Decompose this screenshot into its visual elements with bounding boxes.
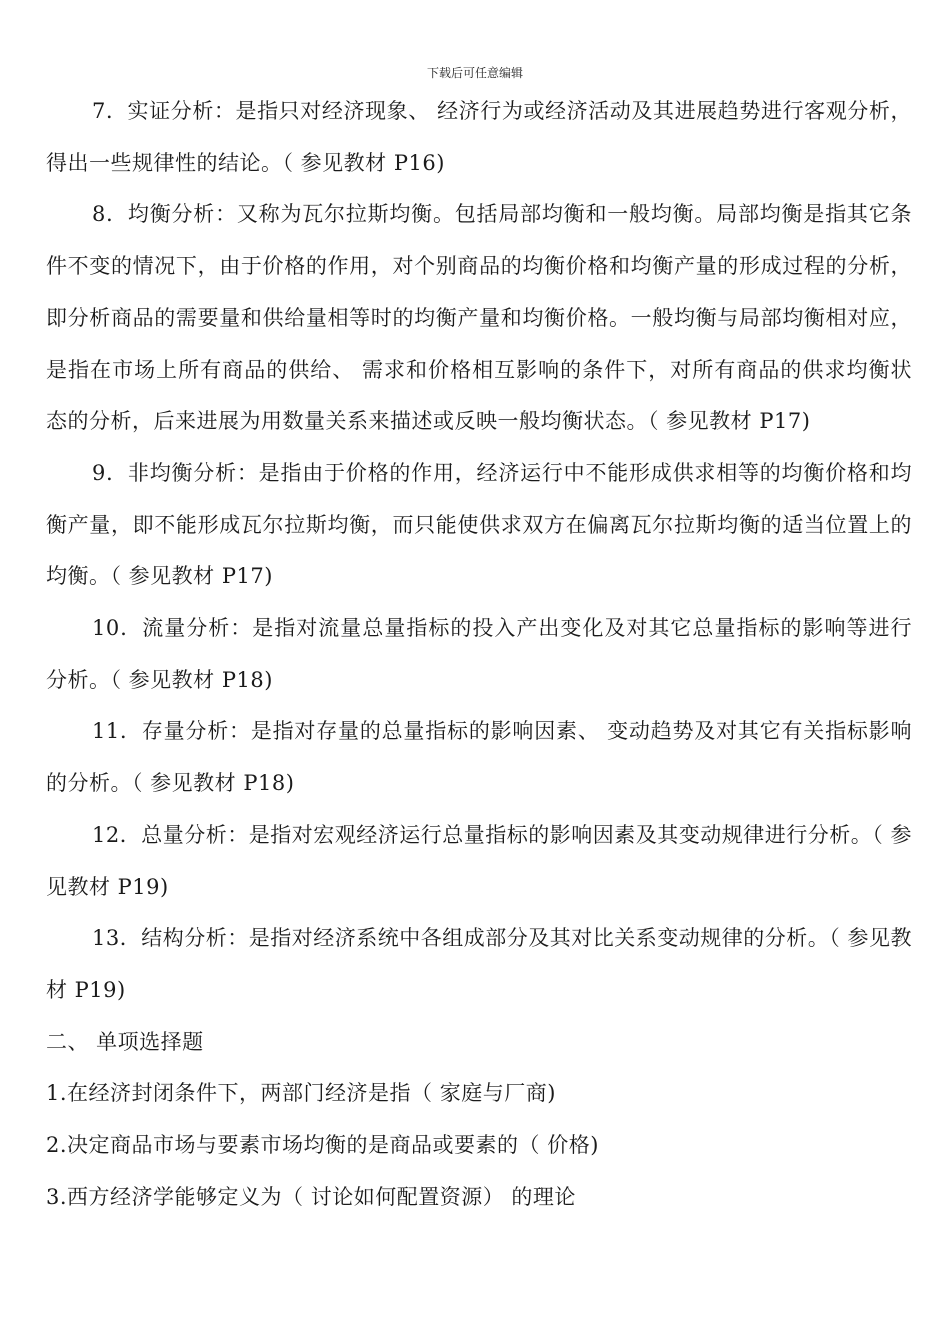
definition-9: 9．非均衡分析：是指由于价格的作用，经济运行中不能形成供求相等的均衡价格和均衡产量，即不能形成瓦尔拉斯均衡，而只能使供求双方在偏离瓦尔拉斯均衡的适当位置上的均衡。（ 参见教材 P17) [46,460,912,589]
section-heading: 二、 单项选择题 [46,1029,204,1054]
definition-12: 12．总量分析：是指对宏观经济运行总量指标的影响因素及其变动规律进行分析。（ 参见教材 P19) [46,822,912,899]
document-body [46,86,912,1223]
definition-7: 7．实证分析：是指只对经济现象、 经济行为或经济活动及其进展趋势进行客观分析，得出一些规律性的结论。（ 参见教材 P16) [46,99,912,175]
question-2: 2.决定商品市场与要素市场均衡的是商品或要素的（ 价格) [46,1133,599,1158]
definition-11: 11．存量分析：是指对存量的总量指标的影响因素、 变动趋势及对其它有关指标影响的分析。（ 参见教材 P18) [46,719,912,796]
definition-13: 13．结构分析：是指对经济系统中各组成部分及其对比关系变动规律的分析。（ 参见教材 P19) [46,926,912,1002]
question-3: 3.西方经济学能够定义为（ 讨论如何配置资源） 的理论 [46,1184,576,1209]
definition-8: 8．均衡分析：又称为瓦尔拉斯均衡。包括局部均衡和一般均衡。局部均衡是指其它条件不变的情况下，由于价格的作用，对个别商品的均衡价格和均衡产量的形成过程的分析，即分析商品的需要量和供给量相等时的均衡产量和均衡价格。一般均衡与局部均衡相对应，是指在市场上所有商品的供给、 需求和价格相互影响的条件下，对所有商品的供求均衡状态的分析，后来进展为用数量关系来描述或反映一般均衡状态。（ 参见教材 P17) [46,202,912,434]
header-note: 下载后可任意编辑 [426,66,523,80]
definition-10: 10．流量分析：是指对流量总量指标的投入产出变化及对其它总量指标的影响等进行分析。（ 参见教材 P18) [46,616,912,692]
question-1: 1.在经济封闭条件下，两部门经济是指（ 家庭与厂商) [46,1081,556,1106]
